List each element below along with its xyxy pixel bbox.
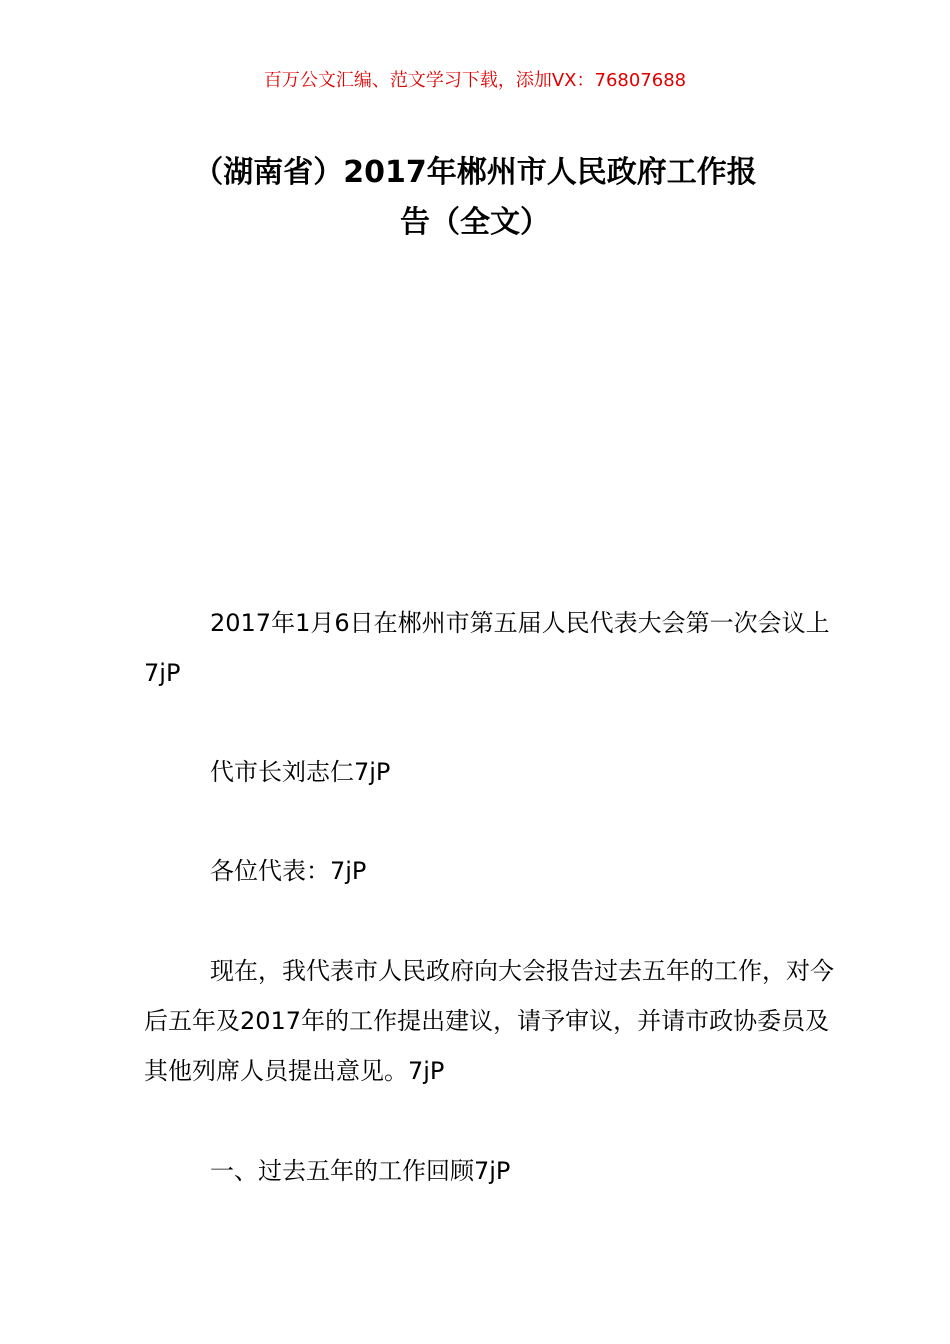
header-watermark-note: 百万公文汇编、范文学习下载，添加VX：76807688 (263, 70, 687, 91)
section-heading-review: 一、过去五年的工作回顾7jP (210, 1157, 511, 1185)
paragraph-introduction: 现在，我代表市人民政府向大会报告过去五年的工作，对今后五年及2017年的工作提出建议，请予审议，并请市政协委员及其他列席人员提出意见。7jP (144, 957, 834, 1085)
paragraph-speaker: 代市长刘志仁7jP (210, 758, 391, 786)
paragraph-meeting-info: 2017年1月6日在郴州市第五届人民代表大会第一次会议上7jP (144, 609, 830, 687)
paragraph-salutation: 各位代表：7jP (210, 857, 367, 885)
document-title-line-1: （湖南省）2017年郴州市人民政府工作报 (193, 155, 757, 190)
document-title (140, 148, 810, 248)
document-title-line-2: 告（全文） (400, 205, 550, 240)
